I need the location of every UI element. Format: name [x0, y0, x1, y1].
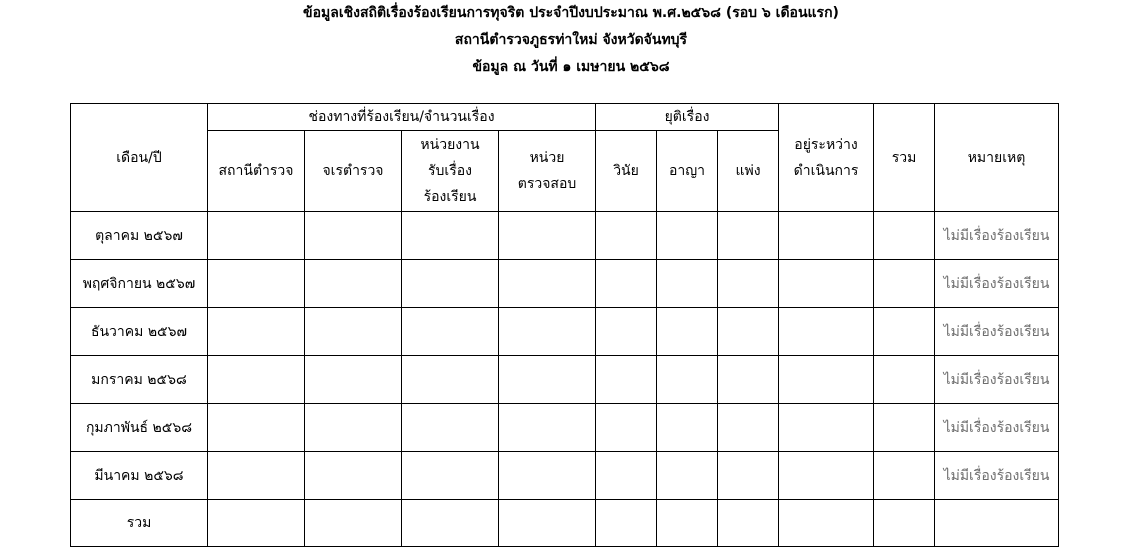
empty-cell [402, 356, 499, 404]
complaint-statistics-table [70, 103, 1059, 547]
data-date: ข้อมูล ณ วันที่ ๑ เมษายน ๒๕๖๘ [472, 59, 670, 75]
empty-cell [596, 356, 657, 404]
total-row [71, 500, 1059, 547]
report-title: ข้อมูลเชิงสถิติเรื่องร้องเรียนการทุจริต ประจำปีงบประมาณ พ.ศ.๒๕๖๘ (รอบ ๖ เดือนแรก) [303, 5, 839, 21]
empty-cell [305, 308, 402, 356]
empty-cell [596, 260, 657, 308]
empty-cell [208, 356, 305, 404]
empty-cell [499, 356, 596, 404]
empty-cell [208, 452, 305, 500]
empty-cell [718, 212, 779, 260]
empty-cell [779, 404, 874, 452]
empty-cell [718, 260, 779, 308]
empty-cell [208, 404, 305, 452]
empty-cell [779, 260, 874, 308]
empty-cell [402, 308, 499, 356]
empty-cell [305, 260, 402, 308]
remark-cell: ไม่มีเรื่องร้องเรียน [935, 404, 1059, 452]
station-name: สถานีตำรวจภูธรท่าใหม่ จังหวัดจันทบุรี [454, 32, 688, 48]
column-header-complaint-agency: หน่วยงาน รับเรื่อง ร้องเรียน [402, 131, 499, 212]
empty-cell [596, 308, 657, 356]
column-group-concluded: ยุติเรื่อง [596, 104, 779, 131]
empty-cell [402, 212, 499, 260]
column-header-disciplinary: วินัย [596, 131, 657, 212]
month-cell: ธันวาคม ๒๕๖๗ [71, 308, 208, 356]
empty-cell [718, 500, 779, 547]
table-row [71, 212, 1059, 260]
table-row [71, 260, 1059, 308]
empty-cell [499, 212, 596, 260]
header-row-groups [71, 104, 1059, 131]
column-header-police-inspector: จเรตำรวจ [305, 131, 402, 212]
month-cell: ตุลาคม ๒๕๖๗ [71, 212, 208, 260]
empty-cell [305, 212, 402, 260]
column-header-civil: แพ่ง [718, 131, 779, 212]
column-header-in-progress: อยู่ระหว่าง ดำเนินการ [779, 104, 874, 212]
empty-cell [402, 452, 499, 500]
empty-cell [596, 452, 657, 500]
empty-cell [718, 356, 779, 404]
empty-cell [779, 212, 874, 260]
empty-cell [499, 260, 596, 308]
table-row [71, 308, 1059, 356]
empty-cell [874, 404, 935, 452]
remark-cell: ไม่มีเรื่องร้องเรียน [935, 260, 1059, 308]
empty-cell [874, 500, 935, 547]
empty-cell [657, 404, 718, 452]
empty-cell [657, 500, 718, 547]
empty-cell [874, 452, 935, 500]
empty-cell [402, 260, 499, 308]
empty-cell [208, 260, 305, 308]
column-header-criminal: อาญา [657, 131, 718, 212]
remark-cell: ไม่มีเรื่องร้องเรียน [935, 308, 1059, 356]
empty-cell [874, 212, 935, 260]
empty-cell [718, 452, 779, 500]
month-cell: มีนาคม ๒๕๖๘ [71, 452, 208, 500]
remark-cell: ไม่มีเรื่องร้องเรียน [935, 452, 1059, 500]
empty-cell [874, 308, 935, 356]
empty-cell [657, 212, 718, 260]
remark-cell: ไม่มีเรื่องร้องเรียน [935, 356, 1059, 404]
column-group-channels: ช่องทางที่ร้องเรียน/จำนวนเรื่อง [208, 104, 596, 131]
empty-cell [499, 404, 596, 452]
column-header-month: เดือน/ปี [71, 104, 208, 212]
empty-cell [305, 356, 402, 404]
empty-cell [874, 260, 935, 308]
total-label-cell: รวม [71, 500, 208, 547]
empty-cell [596, 212, 657, 260]
empty-cell [208, 500, 305, 547]
table-row [71, 356, 1059, 404]
month-cell: มกราคม ๒๕๖๘ [71, 356, 208, 404]
remark-cell: ไม่มีเรื่องร้องเรียน [935, 212, 1059, 260]
empty-cell [779, 308, 874, 356]
empty-cell [596, 404, 657, 452]
column-header-total: รวม [874, 104, 935, 212]
empty-cell [596, 500, 657, 547]
empty-cell [779, 356, 874, 404]
column-header-remarks: หมายเหตุ [935, 104, 1059, 212]
empty-cell [402, 404, 499, 452]
empty-cell [657, 356, 718, 404]
empty-cell [779, 452, 874, 500]
empty-cell [499, 452, 596, 500]
month-cell: พฤศจิกายน ๒๕๖๗ [71, 260, 208, 308]
table-row [71, 404, 1059, 452]
column-header-audit-unit: หน่วย ตรวจสอบ [499, 131, 596, 212]
empty-cell [499, 500, 596, 547]
empty-cell [718, 308, 779, 356]
empty-cell [718, 404, 779, 452]
empty-cell [305, 500, 402, 547]
empty-cell [305, 452, 402, 500]
empty-cell [402, 500, 499, 547]
empty-cell [779, 500, 874, 547]
empty-cell [874, 356, 935, 404]
month-cell: กุมภาพันธ์ ๒๕๖๘ [71, 404, 208, 452]
empty-cell [208, 308, 305, 356]
empty-cell [305, 404, 402, 452]
table-row [71, 452, 1059, 500]
empty-cell [208, 212, 305, 260]
empty-cell [499, 308, 596, 356]
empty-cell [935, 500, 1059, 547]
empty-cell [657, 260, 718, 308]
empty-cell [657, 452, 718, 500]
empty-cell [657, 308, 718, 356]
column-header-police-station: สถานีตำรวจ [208, 131, 305, 212]
